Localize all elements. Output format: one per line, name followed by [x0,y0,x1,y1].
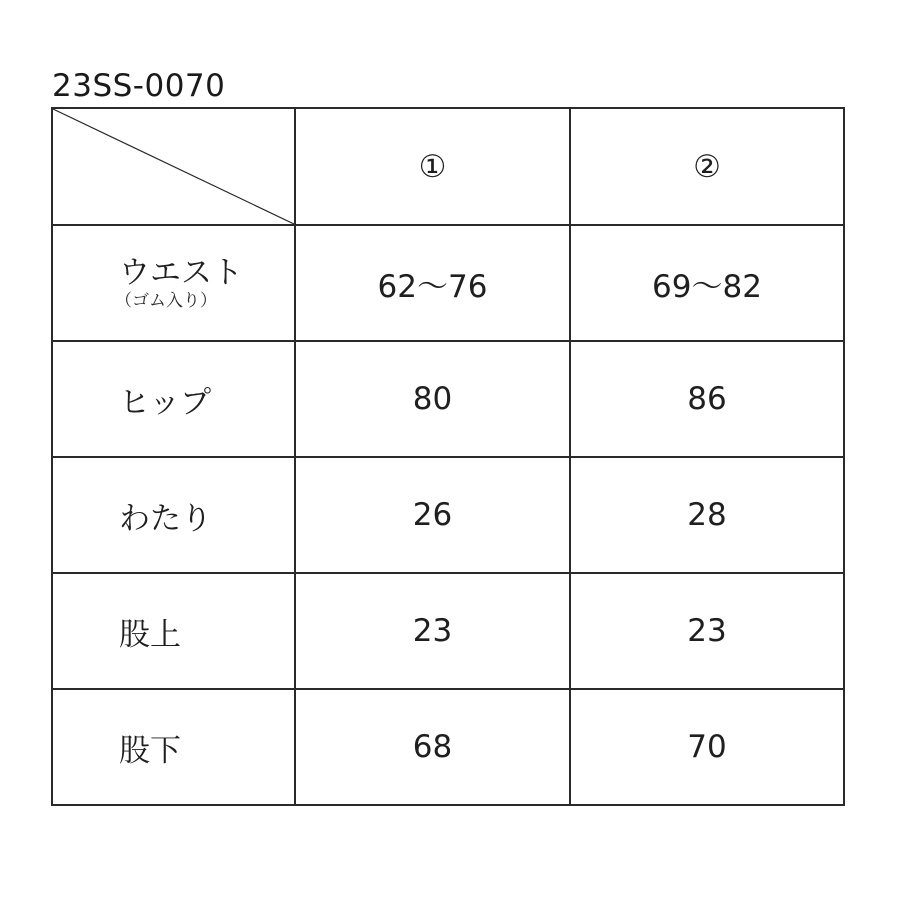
table-row-rise [52,573,844,689]
cell-rise-size-1: 23 [295,573,570,689]
column-header-1: ① [295,108,570,225]
row-label-waist [52,225,295,341]
table-row-hip [52,341,844,457]
row-label-inseam: 股下 [52,689,295,805]
row-label-thigh: わたり [52,457,295,573]
row-sublabel-text: （ゴム入り） [115,291,217,311]
row-label-text: ウエスト [119,255,243,291]
size-table [51,107,845,806]
row-label-rise: 股上 [52,573,295,689]
row-label-hip: ヒップ [52,341,295,457]
cell-thigh-size-1: 26 [295,457,570,573]
corner-cell [52,108,295,225]
cell-rise-size-2: 23 [570,573,844,689]
product-code: 23SS-0070 [52,68,226,104]
table-row-thigh [52,457,844,573]
cell-inseam-size-1: 68 [295,689,570,805]
diagonal-line [53,109,294,224]
header-row [52,108,844,225]
table-row-inseam [52,689,844,805]
cell-inseam-size-2: 70 [570,689,844,805]
cell-thigh-size-2: 28 [570,457,844,573]
cell-hip-size-1: 80 [295,341,570,457]
cell-waist-size-2: 69〜82 [570,225,844,341]
cell-hip-size-2: 86 [570,341,844,457]
cell-waist-size-1: 62〜76 [295,225,570,341]
table-row-waist [52,225,844,341]
column-header-2: ② [570,108,844,225]
